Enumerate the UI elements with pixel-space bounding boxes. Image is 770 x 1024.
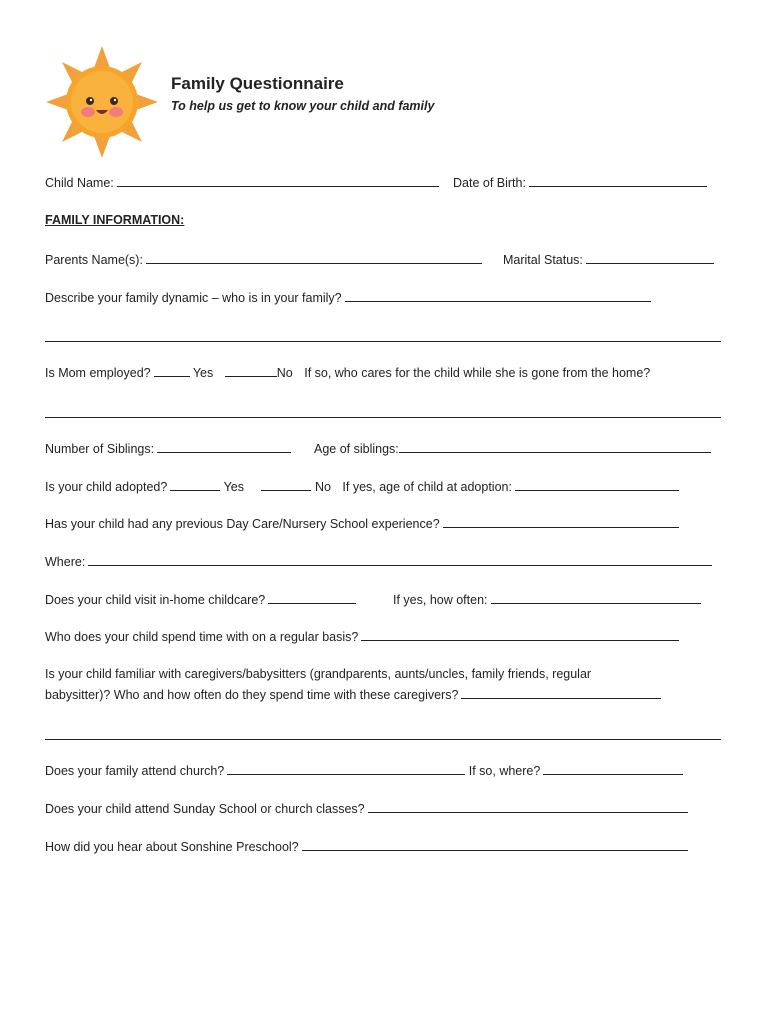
mom-no-label: No [276, 366, 293, 380]
hear-row [45, 838, 688, 854]
adopted-yes-field[interactable] [170, 478, 220, 491]
daycare-label: Has your child had any previous Day Care/Nursery School experience? [45, 517, 440, 531]
sunday-label: Does your child attend Sunday School or church classes? [45, 802, 365, 816]
adopted-label: Is your child adopted? [45, 480, 168, 494]
daycare-field[interactable] [443, 515, 679, 528]
page-subtitle: To help us get to know your child and family [171, 99, 435, 113]
marital-field[interactable] [586, 251, 714, 264]
dynamic-extra-line[interactable] [45, 341, 721, 342]
church-row [45, 762, 683, 778]
where-label: Where: [45, 555, 86, 569]
child-name-field[interactable] [117, 174, 439, 187]
dynamic-label: Describe your family dynamic – who is in your family? [45, 291, 342, 305]
mom-yes-label: Yes [192, 366, 214, 380]
daycare-row [45, 515, 679, 531]
regular-field[interactable] [361, 628, 679, 641]
sunday-row [45, 800, 688, 816]
caregivers-label-1: Is your child familiar with caregivers/babysitters (grandparents, aunts/uncles, family friends, regular [45, 667, 592, 681]
how-often-field[interactable] [491, 591, 701, 604]
sunday-field[interactable] [368, 800, 688, 813]
how-often-label: If yes, how often: [393, 593, 488, 607]
where-field[interactable] [88, 553, 712, 566]
adopted-row [45, 478, 679, 494]
siblings-row [45, 440, 291, 456]
dynamic-field[interactable] [345, 289, 651, 302]
sibling-ages-row [314, 440, 711, 456]
family-info-heading: FAMILY INFORMATION: [45, 213, 185, 227]
how-often-row [393, 591, 701, 607]
caregivers-field[interactable] [461, 686, 661, 699]
adopted-no-field[interactable] [261, 478, 311, 491]
mom-care-label: If so, who cares for the child while she is gone from the home? [304, 366, 651, 380]
caregivers-row-1 [45, 667, 591, 681]
child-name-row [45, 174, 439, 190]
mom-employed-label: Is Mom employed? [45, 366, 151, 380]
siblings-label: Number of Siblings: [45, 442, 155, 456]
parents-field[interactable] [146, 251, 482, 264]
siblings-field[interactable] [157, 440, 291, 453]
church-field[interactable] [227, 762, 465, 775]
regular-label: Who does your child spend time with on a regular basis? [45, 630, 359, 644]
parents-label: Parents Name(s): [45, 253, 143, 267]
dob-field[interactable] [529, 174, 707, 187]
marital-row [503, 251, 714, 267]
church-where-field[interactable] [543, 762, 683, 775]
inhome-row [45, 591, 356, 607]
mom-no-field[interactable] [225, 364, 277, 377]
caregivers-label-2: babysitter)? Who and how often do they spend time with these caregivers? [45, 688, 459, 702]
dob-label: Date of Birth: [453, 176, 526, 190]
page-title: Family Questionnaire [171, 74, 344, 93]
sun-logo-icon [44, 44, 160, 160]
adopted-yes-label: Yes [223, 480, 244, 494]
church-where-label: If so, where? [468, 764, 541, 778]
mom-yes-field[interactable] [154, 364, 190, 377]
sibling-ages-field[interactable] [399, 440, 711, 453]
hear-field[interactable] [302, 838, 688, 851]
dob-row [453, 174, 707, 190]
adoption-age-field[interactable] [515, 478, 679, 491]
adopted-no-label: No [314, 480, 331, 494]
sibling-ages-label: Age of siblings: [314, 442, 399, 456]
church-label: Does your family attend church? [45, 764, 225, 778]
mom-employed-row [45, 364, 650, 380]
dynamic-row [45, 289, 651, 305]
mom-care-line[interactable] [45, 417, 721, 418]
parents-row [45, 251, 482, 267]
regular-row [45, 628, 679, 644]
caregivers-extra-line[interactable] [45, 739, 721, 740]
caregivers-row-2 [45, 686, 661, 702]
inhome-label: Does your child visit in-home childcare? [45, 593, 266, 607]
adoption-age-label: If yes, age of child at adoption: [342, 480, 512, 494]
hear-label: How did you hear about Sonshine Preschool? [45, 840, 299, 854]
child-name-label: Child Name: [45, 176, 114, 190]
where-row [45, 553, 712, 569]
marital-label: Marital Status: [503, 253, 583, 267]
inhome-field[interactable] [268, 591, 356, 604]
